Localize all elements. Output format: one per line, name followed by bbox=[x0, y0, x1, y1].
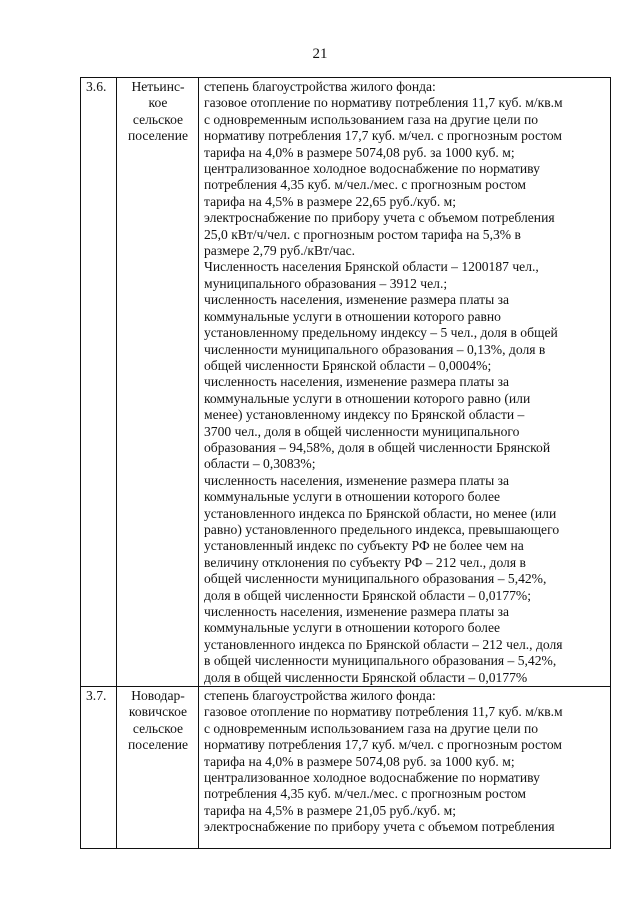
settlement-name-line: кое bbox=[148, 95, 168, 111]
description-line: равно) установленного предельного индекса, превышающего bbox=[204, 521, 560, 537]
settlement-name bbox=[117, 78, 199, 687]
description-line: степень благоустройства жилого фонда: bbox=[204, 688, 436, 704]
description-line: размере 2,79 руб./кВт/час. bbox=[204, 243, 356, 259]
settlement-description bbox=[199, 687, 611, 849]
settlement-name-line: ковичское bbox=[128, 704, 188, 720]
settlement-name-line: поселение bbox=[127, 737, 189, 753]
description-line: газовое отопление по нормативу потребления 11,7 куб. м/кв.м bbox=[204, 95, 563, 111]
table-row bbox=[81, 78, 611, 687]
description-line: численность населения, изменение размера платы за bbox=[204, 374, 510, 390]
municipal-data-table bbox=[80, 77, 611, 849]
settlement-name-line: Новодар- bbox=[131, 688, 185, 704]
settlement-description bbox=[199, 78, 611, 687]
description-line: степень благоустройства жилого фонда: bbox=[204, 79, 436, 94]
description-line: менее) установленному индексу по Брянской области – bbox=[204, 407, 525, 423]
description-line: электроснабжение по прибору учета с объемом потребления bbox=[204, 210, 555, 226]
settlement-name-line: сельское bbox=[132, 111, 184, 127]
description-line: численность населения, изменение размера платы за bbox=[204, 472, 510, 488]
description-line: установленного индекса по Брянской области – 212 чел., доля bbox=[204, 636, 563, 652]
description-line: в общей численности муниципального образования – 5,42%, bbox=[204, 653, 557, 669]
description-line: тарифа на 4,5% в размере 22,65 руб./куб. м; bbox=[204, 193, 456, 209]
description-line: общей численности Брянской области – 0,0004%; bbox=[204, 357, 492, 373]
description-line: нормативу потребления 17,7 куб. м/чел. с прогнозным ростом bbox=[204, 737, 562, 753]
description-line: установленного индекса по Брянской области, но менее (или bbox=[204, 505, 557, 521]
settlement-name-line: поселение bbox=[127, 128, 189, 144]
description-line: численность населения, изменение размера платы за bbox=[204, 292, 510, 308]
description-line: 25,0 кВт/ч/чел. с прогнозным ростом тарифа на 5,3% в bbox=[204, 226, 521, 242]
description-line: доля в общей численности Брянской области – 0,0177% bbox=[204, 669, 528, 685]
description-line: газовое отопление по нормативу потребления 11,7 куб. м/кв.м bbox=[204, 704, 563, 720]
description-line: потребления 4,35 куб. м/чел./мес. с прогнозным ростом bbox=[204, 177, 526, 193]
description-line: величину отклонения по субъекту РФ – 212 чел., доля в bbox=[204, 554, 526, 570]
table-row bbox=[81, 687, 611, 849]
description-line: общей численности муниципального образования – 5,42%, bbox=[204, 571, 547, 587]
description-line: централизованное холодное водоснабжение по нормативу bbox=[204, 161, 540, 177]
description-line: коммунальные услуги в отношении которого более bbox=[204, 489, 501, 505]
description-line: коммунальные услуги в отношении которого равно bbox=[204, 308, 501, 324]
description-line: области – 0,3083%; bbox=[204, 456, 316, 472]
settlement-name bbox=[117, 687, 199, 849]
description-line: установленный индекс по субъекту РФ не более чем на bbox=[204, 538, 524, 554]
description-line: потребления 4,35 куб. м/чел./мес. с прогнозным ростом bbox=[204, 786, 526, 802]
description-line: муниципального образования – 3912 чел.; bbox=[204, 275, 448, 291]
row-number: 3.6. bbox=[81, 78, 117, 687]
settlement-name-line: Нетьинс- bbox=[131, 79, 185, 94]
description-line: централизованное холодное водоснабжение по нормативу bbox=[204, 770, 540, 786]
description-line: установленному предельному индексу – 5 чел., доля в общей bbox=[204, 325, 558, 341]
description-line: 3700 чел., доля в общей численности муниципального bbox=[204, 423, 520, 439]
settlement-name-line: сельское bbox=[132, 720, 184, 736]
description-line: Численность населения Брянской области – 1200187 чел., bbox=[204, 259, 539, 275]
description-line: тарифа на 4,5% в размере 21,05 руб./куб. м; bbox=[204, 802, 456, 818]
description-line: доля в общей численности Брянской области – 0,0177%; bbox=[204, 587, 532, 603]
description-line: численности муниципального образования – 0,13%, доля в bbox=[204, 341, 546, 357]
description-line: тарифа на 4,0% в размере 5074,08 руб. за 1000 куб. м; bbox=[204, 753, 515, 769]
description-line: образования – 94,58%, доля в общей численности Брянской bbox=[204, 439, 551, 455]
description-line: с одновременным использованием газа на другие цели по bbox=[204, 720, 539, 736]
description-line: тарифа на 4,0% в размере 5074,08 руб. за 1000 куб. м; bbox=[204, 144, 515, 160]
row-number: 3.7. bbox=[81, 687, 117, 849]
description-line: с одновременным использованием газа на другие цели по bbox=[204, 111, 539, 127]
description-line: коммунальные услуги в отношении которого более bbox=[204, 620, 501, 636]
page-number: 21 bbox=[312, 46, 328, 62]
description-line: коммунальные услуги в отношении которого равно (или bbox=[204, 390, 531, 406]
description-line: нормативу потребления 17,7 куб. м/чел. с прогнозным ростом bbox=[204, 128, 562, 144]
description-line: численность населения, изменение размера платы за bbox=[204, 604, 510, 619]
description-line: электроснабжение по прибору учета с объемом потребления bbox=[204, 819, 555, 835]
